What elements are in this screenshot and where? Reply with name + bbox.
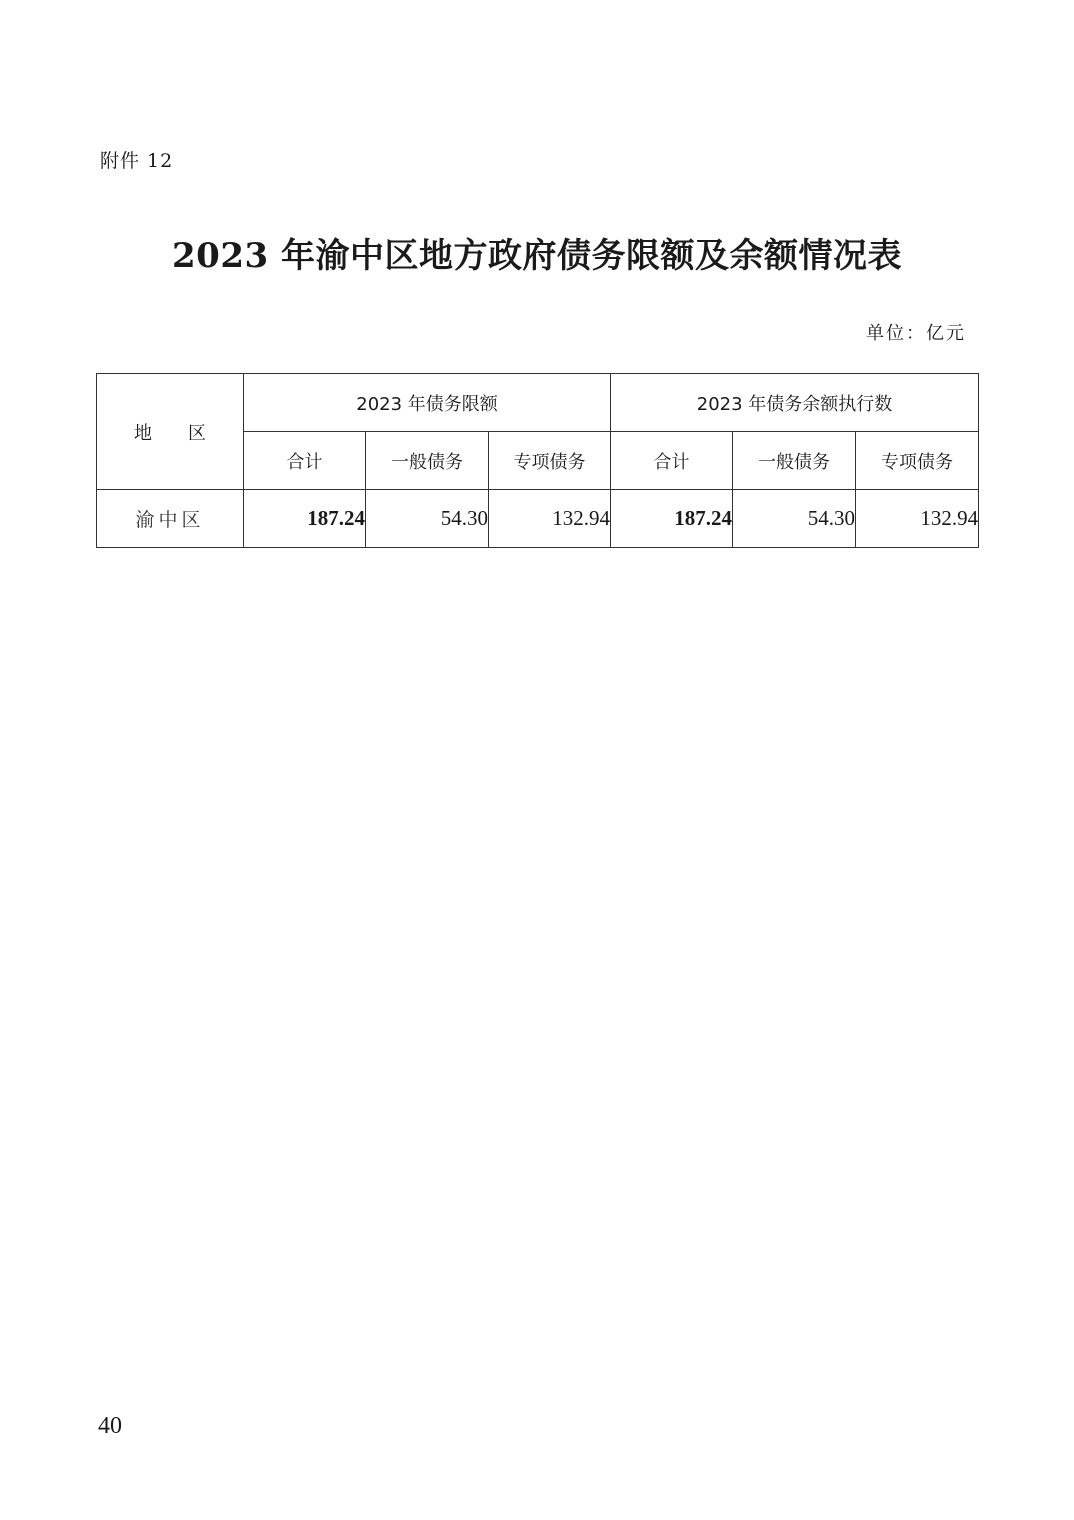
page-number: 40 bbox=[98, 1413, 122, 1439]
limit-special-header: 专项债务 bbox=[489, 432, 611, 490]
limit-group-header: 2023 年债务限额 bbox=[244, 374, 611, 432]
region-header: 地 区 bbox=[97, 374, 244, 490]
limit-total-cell: 187.24 bbox=[244, 490, 366, 548]
limit-total-header: 合计 bbox=[244, 432, 366, 490]
limit-special-cell: 132.94 bbox=[489, 490, 611, 548]
balance-general-cell: 54.30 bbox=[733, 490, 856, 548]
unit-label: 单位：亿元 bbox=[866, 323, 966, 344]
balance-general-header: 一般债务 bbox=[733, 432, 856, 490]
table-row bbox=[97, 490, 979, 548]
debt-table bbox=[96, 373, 979, 548]
balance-special-cell: 132.94 bbox=[856, 490, 979, 548]
attachment-label: 附件 12 bbox=[100, 150, 174, 172]
balance-special-header: 专项债务 bbox=[856, 432, 979, 490]
limit-general-cell: 54.30 bbox=[366, 490, 489, 548]
region-cell: 渝中区 bbox=[97, 490, 244, 548]
balance-group-header: 2023 年债务余额执行数 bbox=[611, 374, 979, 432]
limit-general-header: 一般债务 bbox=[366, 432, 489, 490]
balance-total-header: 合计 bbox=[611, 432, 733, 490]
page-title: 2023 年渝中区地方政府债务限额及余额情况表 bbox=[172, 236, 902, 276]
balance-total-cell: 187.24 bbox=[611, 490, 733, 548]
table-header-row bbox=[97, 374, 979, 432]
